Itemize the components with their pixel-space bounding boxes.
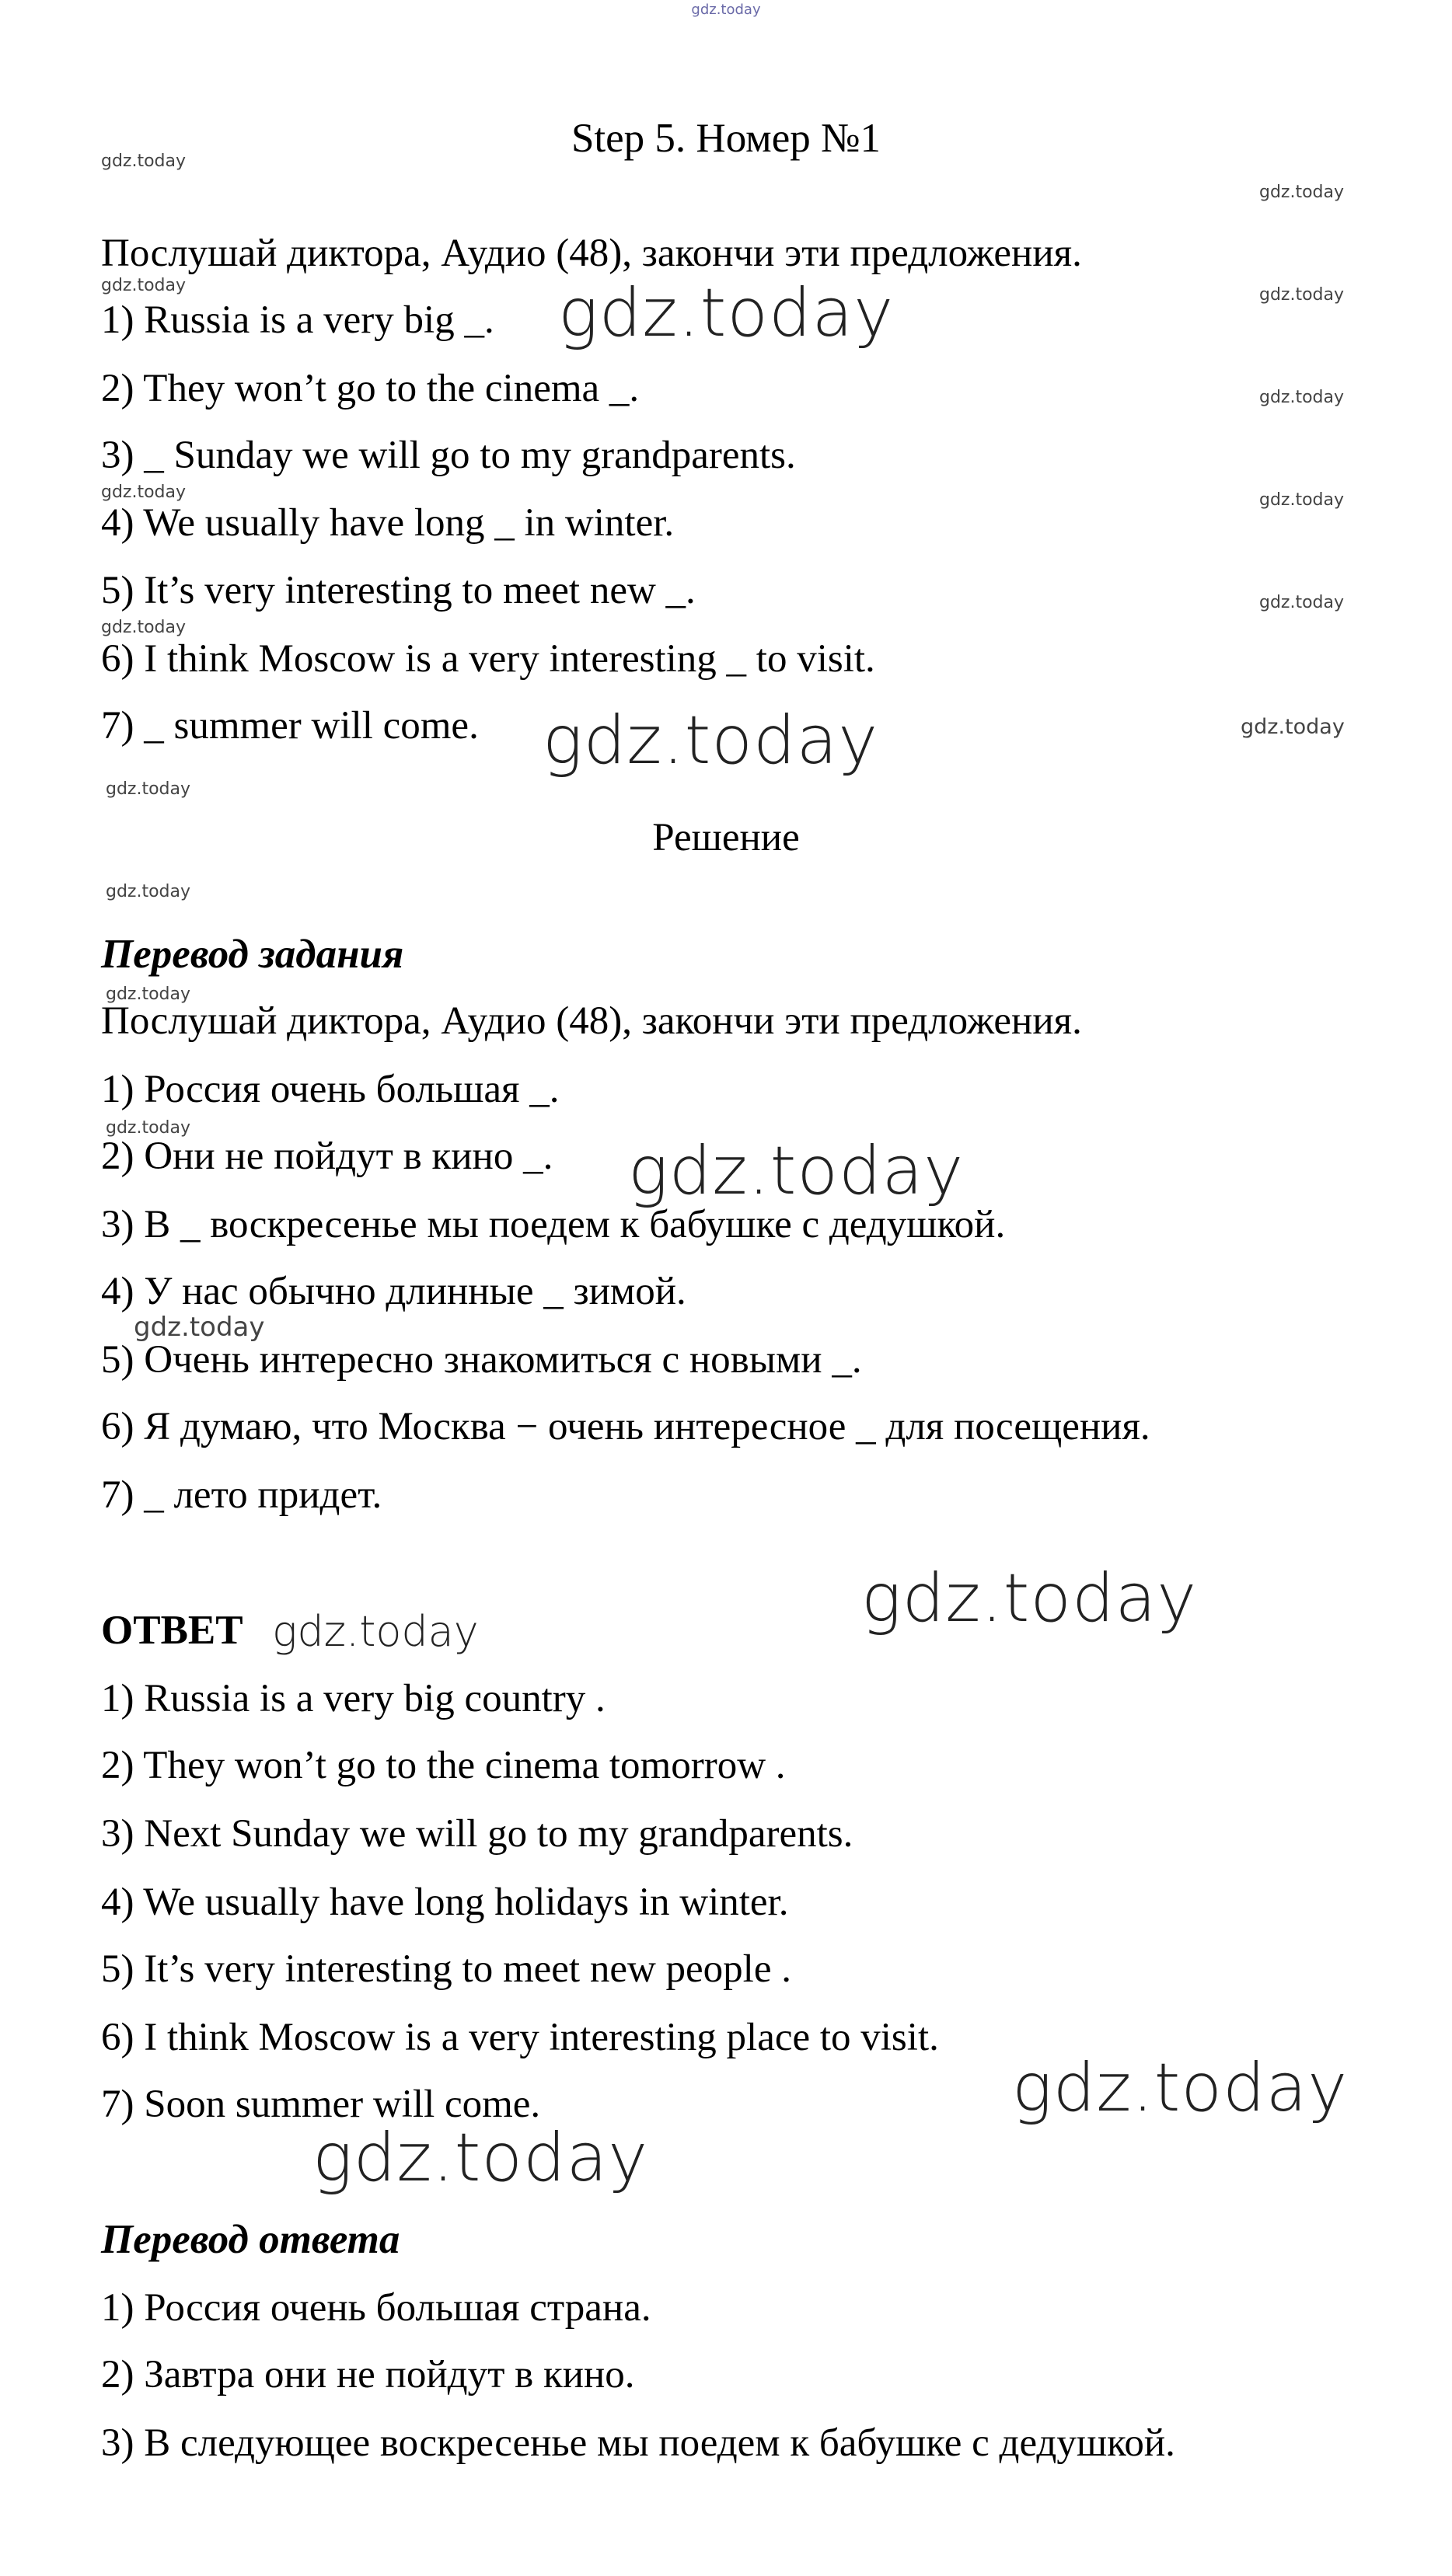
page-title: Step 5. Номер №1 bbox=[571, 116, 881, 161]
task-translation-heading: Перевод задания bbox=[101, 932, 404, 977]
task-item-3: 3) _ Sunday we will go to my grandparents. bbox=[101, 434, 796, 477]
watermark-small: gdz.today bbox=[1259, 183, 1345, 202]
answer-item-1: 1) Russia is a very big country . bbox=[101, 1677, 606, 1720]
task-item-5: 5) It’s very interesting to meet new _. bbox=[101, 569, 696, 612]
answer-item-7: 7) Soon summer will come. bbox=[101, 2083, 541, 2126]
task-instruction: Послушай диктора, Аудио (48), закончи эти предложения. bbox=[101, 232, 1082, 275]
watermark-small: gdz.today bbox=[1259, 388, 1345, 407]
watermark-small: gdz.today bbox=[101, 276, 187, 295]
answer-item-5: 5) It’s very interesting to meet new people . bbox=[101, 1947, 791, 1991]
task-translation-item-7: 7) _ лето придет. bbox=[101, 1473, 382, 1517]
task-translation-item-6: 6) Я думаю, что Москва − очень интересное _ для посещения. bbox=[101, 1405, 1150, 1448]
answer-translation-item-1: 1) Россия очень большая страна. bbox=[101, 2286, 651, 2330]
watermark-small: gdz.today bbox=[1259, 490, 1345, 510]
task-translation-item-5: 5) Очень интересно знакомиться с новыми _. bbox=[101, 1338, 862, 1382]
task-translation-item-3: 3) В _ воскресенье мы поедем к бабушке с дедушкой. bbox=[101, 1203, 1006, 1246]
watermark-large: gdz.today bbox=[543, 702, 879, 779]
task-item-4: 4) We usually have long _ in winter. bbox=[101, 501, 675, 545]
answer-item-3: 3) Next Sunday we will go to my grandparents. bbox=[101, 1812, 853, 1856]
watermark-small: gdz.today bbox=[1241, 715, 1345, 739]
task-translation-instruction: Послушай диктора, Аудио (48), закончи эти предложения. bbox=[101, 999, 1082, 1043]
watermark-small: gdz.today bbox=[106, 985, 191, 1004]
watermark-medium: gdz.today bbox=[272, 1607, 479, 1656]
watermark-small: gdz.today bbox=[134, 1312, 265, 1343]
task-translation-item-4: 4) У нас обычно длинные _ зимой. bbox=[101, 1270, 686, 1313]
solution-label: Решение bbox=[652, 816, 800, 859]
watermark-small: gdz.today bbox=[101, 152, 187, 171]
watermark-small: gdz.today bbox=[106, 882, 191, 901]
answer-item-6: 6) I think Moscow is a very interesting place to visit. bbox=[101, 2016, 939, 2059]
task-item-7: 7) _ summer will come. bbox=[101, 704, 479, 748]
watermark-small: gdz.today bbox=[101, 618, 187, 637]
answer-heading: ОТВЕТ bbox=[101, 1608, 243, 1653]
answer-translation-item-2: 2) Завтра они не пойдут в кино. bbox=[101, 2353, 635, 2396]
answer-item-2: 2) They won’t go to the cinema tomorrow . bbox=[101, 1744, 786, 1787]
top-watermark: gdz.today bbox=[691, 2, 761, 18]
task-item-6: 6) I think Moscow is a very interesting _ to visit. bbox=[101, 637, 875, 681]
watermark-small: gdz.today bbox=[1259, 593, 1345, 612]
watermark-large: gdz.today bbox=[861, 1560, 1198, 1637]
watermark-small: gdz.today bbox=[106, 779, 191, 799]
watermark-large: gdz.today bbox=[628, 1132, 965, 1210]
task-item-2: 2) They won’t go to the cinema _. bbox=[101, 367, 640, 410]
task-translation-item-2: 2) Они не пойдут в кино _. bbox=[101, 1135, 553, 1178]
task-item-1: 1) Russia is a very big _. bbox=[101, 298, 494, 342]
watermark-large: gdz.today bbox=[1012, 2049, 1349, 2127]
watermark-small: gdz.today bbox=[106, 1118, 191, 1138]
watermark-large: gdz.today bbox=[558, 274, 895, 352]
watermark-small: gdz.today bbox=[101, 483, 187, 502]
answer-item-4: 4) We usually have long holidays in winter. bbox=[101, 1881, 789, 1924]
watermark-large: gdz.today bbox=[312, 2119, 649, 2197]
task-translation-item-1: 1) Россия очень большая _. bbox=[101, 1068, 560, 1111]
watermark-small: gdz.today bbox=[1259, 285, 1345, 305]
answer-translation-item-3: 3) В следующее воскресенье мы поедем к бабушке с дедушкой. bbox=[101, 2421, 1175, 2465]
answer-translation-heading: Перевод ответа bbox=[101, 2217, 400, 2262]
